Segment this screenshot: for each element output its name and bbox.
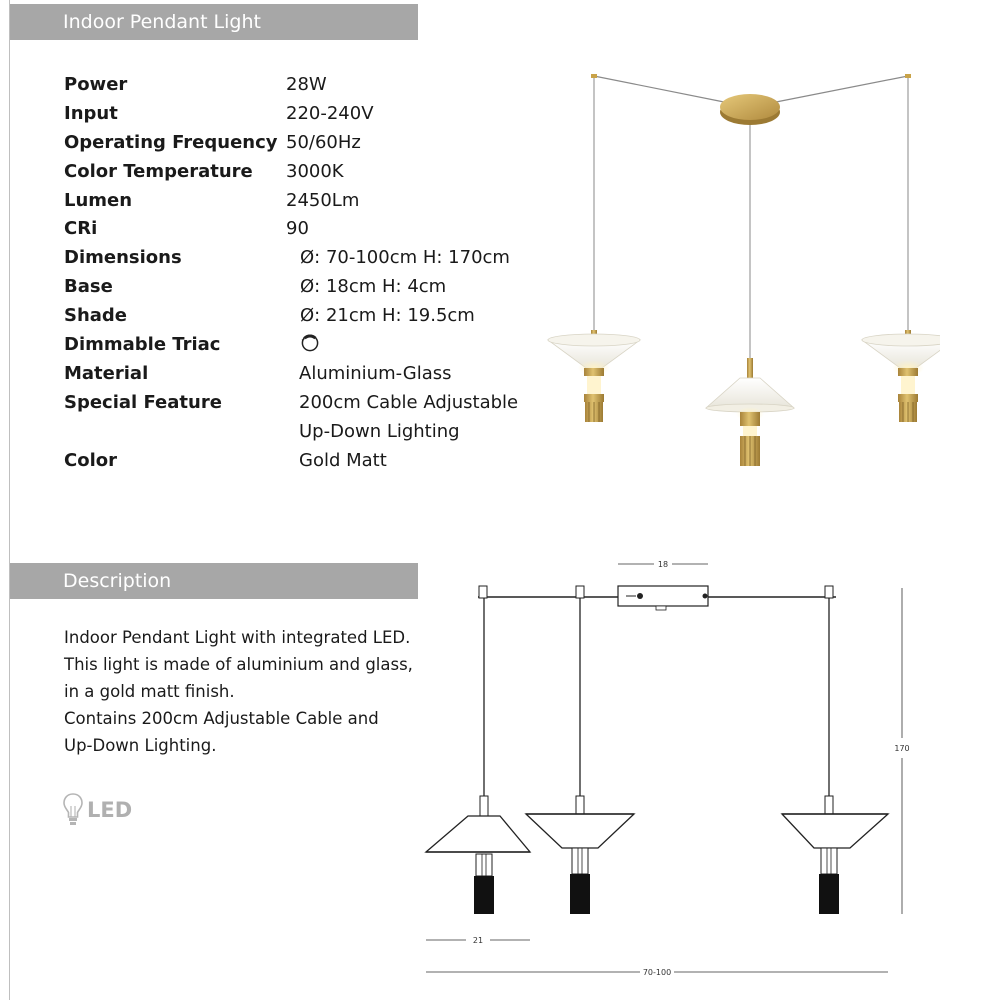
bulb-icon — [62, 792, 84, 828]
spec-row — [64, 158, 534, 187]
spec-label: CRi — [64, 218, 98, 240]
spec-label: Power — [64, 74, 128, 95]
led-badge — [62, 792, 132, 828]
spec-row — [64, 273, 534, 302]
spec-label: Color Temperature — [64, 160, 253, 182]
led-label: LED — [87, 798, 133, 822]
dimension-base-width: 18 — [657, 560, 669, 569]
spec-row — [64, 71, 534, 100]
spec-row — [64, 100, 534, 129]
spec-label: Dimensions — [64, 247, 182, 269]
description-line: Indoor Pendant Light with integrated LED. — [64, 628, 411, 647]
spec-label: Base — [64, 276, 113, 298]
spec-value: 50/60Hz — [286, 131, 361, 153]
spec-value: 3000K — [286, 160, 344, 182]
description-line: Contains 200cm Adjustable Cable and — [64, 709, 379, 728]
spec-label: Color — [64, 449, 117, 471]
spec-value: 28W — [286, 74, 327, 95]
spec-value: 200cm Cable Adjustable — [299, 391, 519, 413]
dimmable-triac-icon — [300, 333, 320, 353]
spec-label: Input — [64, 102, 118, 124]
spec-row — [64, 360, 534, 389]
spec-value: Gold Matt — [299, 449, 387, 471]
spec-value: Up-Down Lighting — [299, 420, 460, 442]
spec-label: Operating Frequency — [64, 131, 278, 153]
spec-value: 90 — [286, 218, 309, 240]
left-margin-rule — [9, 0, 10, 1000]
dimension-shade-width: 21 — [472, 936, 484, 945]
spec-value: Aluminium-Glass — [299, 362, 452, 384]
dimension-total-width: 70-100 — [642, 968, 672, 977]
spec-row — [64, 187, 534, 216]
spec-value: Ø: 21cm H: 19.5cm — [300, 305, 475, 327]
spec-value — [300, 331, 320, 360]
spec-value: Ø: 18cm H: 4cm — [300, 276, 447, 298]
description-section-header: Description — [10, 563, 418, 599]
spec-row — [64, 418, 534, 447]
spec-value: Ø: 70-100cm H: 170cm — [300, 247, 510, 269]
spec-row — [64, 389, 534, 418]
description-line: Up-Down Lighting. — [64, 736, 217, 755]
description-line: in a gold matt finish. — [64, 682, 235, 701]
description-text — [64, 624, 434, 759]
spec-table — [64, 71, 534, 475]
spec-row — [64, 302, 534, 331]
technical-drawing — [418, 552, 918, 992]
spec-row — [64, 447, 534, 476]
description-line: This light is made of aluminium and glass, — [64, 655, 413, 674]
spec-label: Material — [64, 362, 149, 384]
spec-value: 2450Lm — [286, 189, 360, 211]
spec-label: Dimmable Triac — [64, 334, 221, 356]
spec-value: 220-240V — [286, 102, 374, 124]
spec-label: Special Feature — [64, 391, 222, 413]
spec-row — [64, 215, 534, 244]
spec-row — [64, 331, 534, 360]
dimension-height: 170 — [894, 744, 910, 753]
product-photo — [540, 68, 940, 473]
spec-section-header: Indoor Pendant Light — [10, 4, 418, 40]
spec-label: Lumen — [64, 189, 133, 211]
spec-label: Shade — [64, 305, 128, 327]
spec-row — [64, 244, 534, 273]
spec-row — [64, 129, 534, 158]
